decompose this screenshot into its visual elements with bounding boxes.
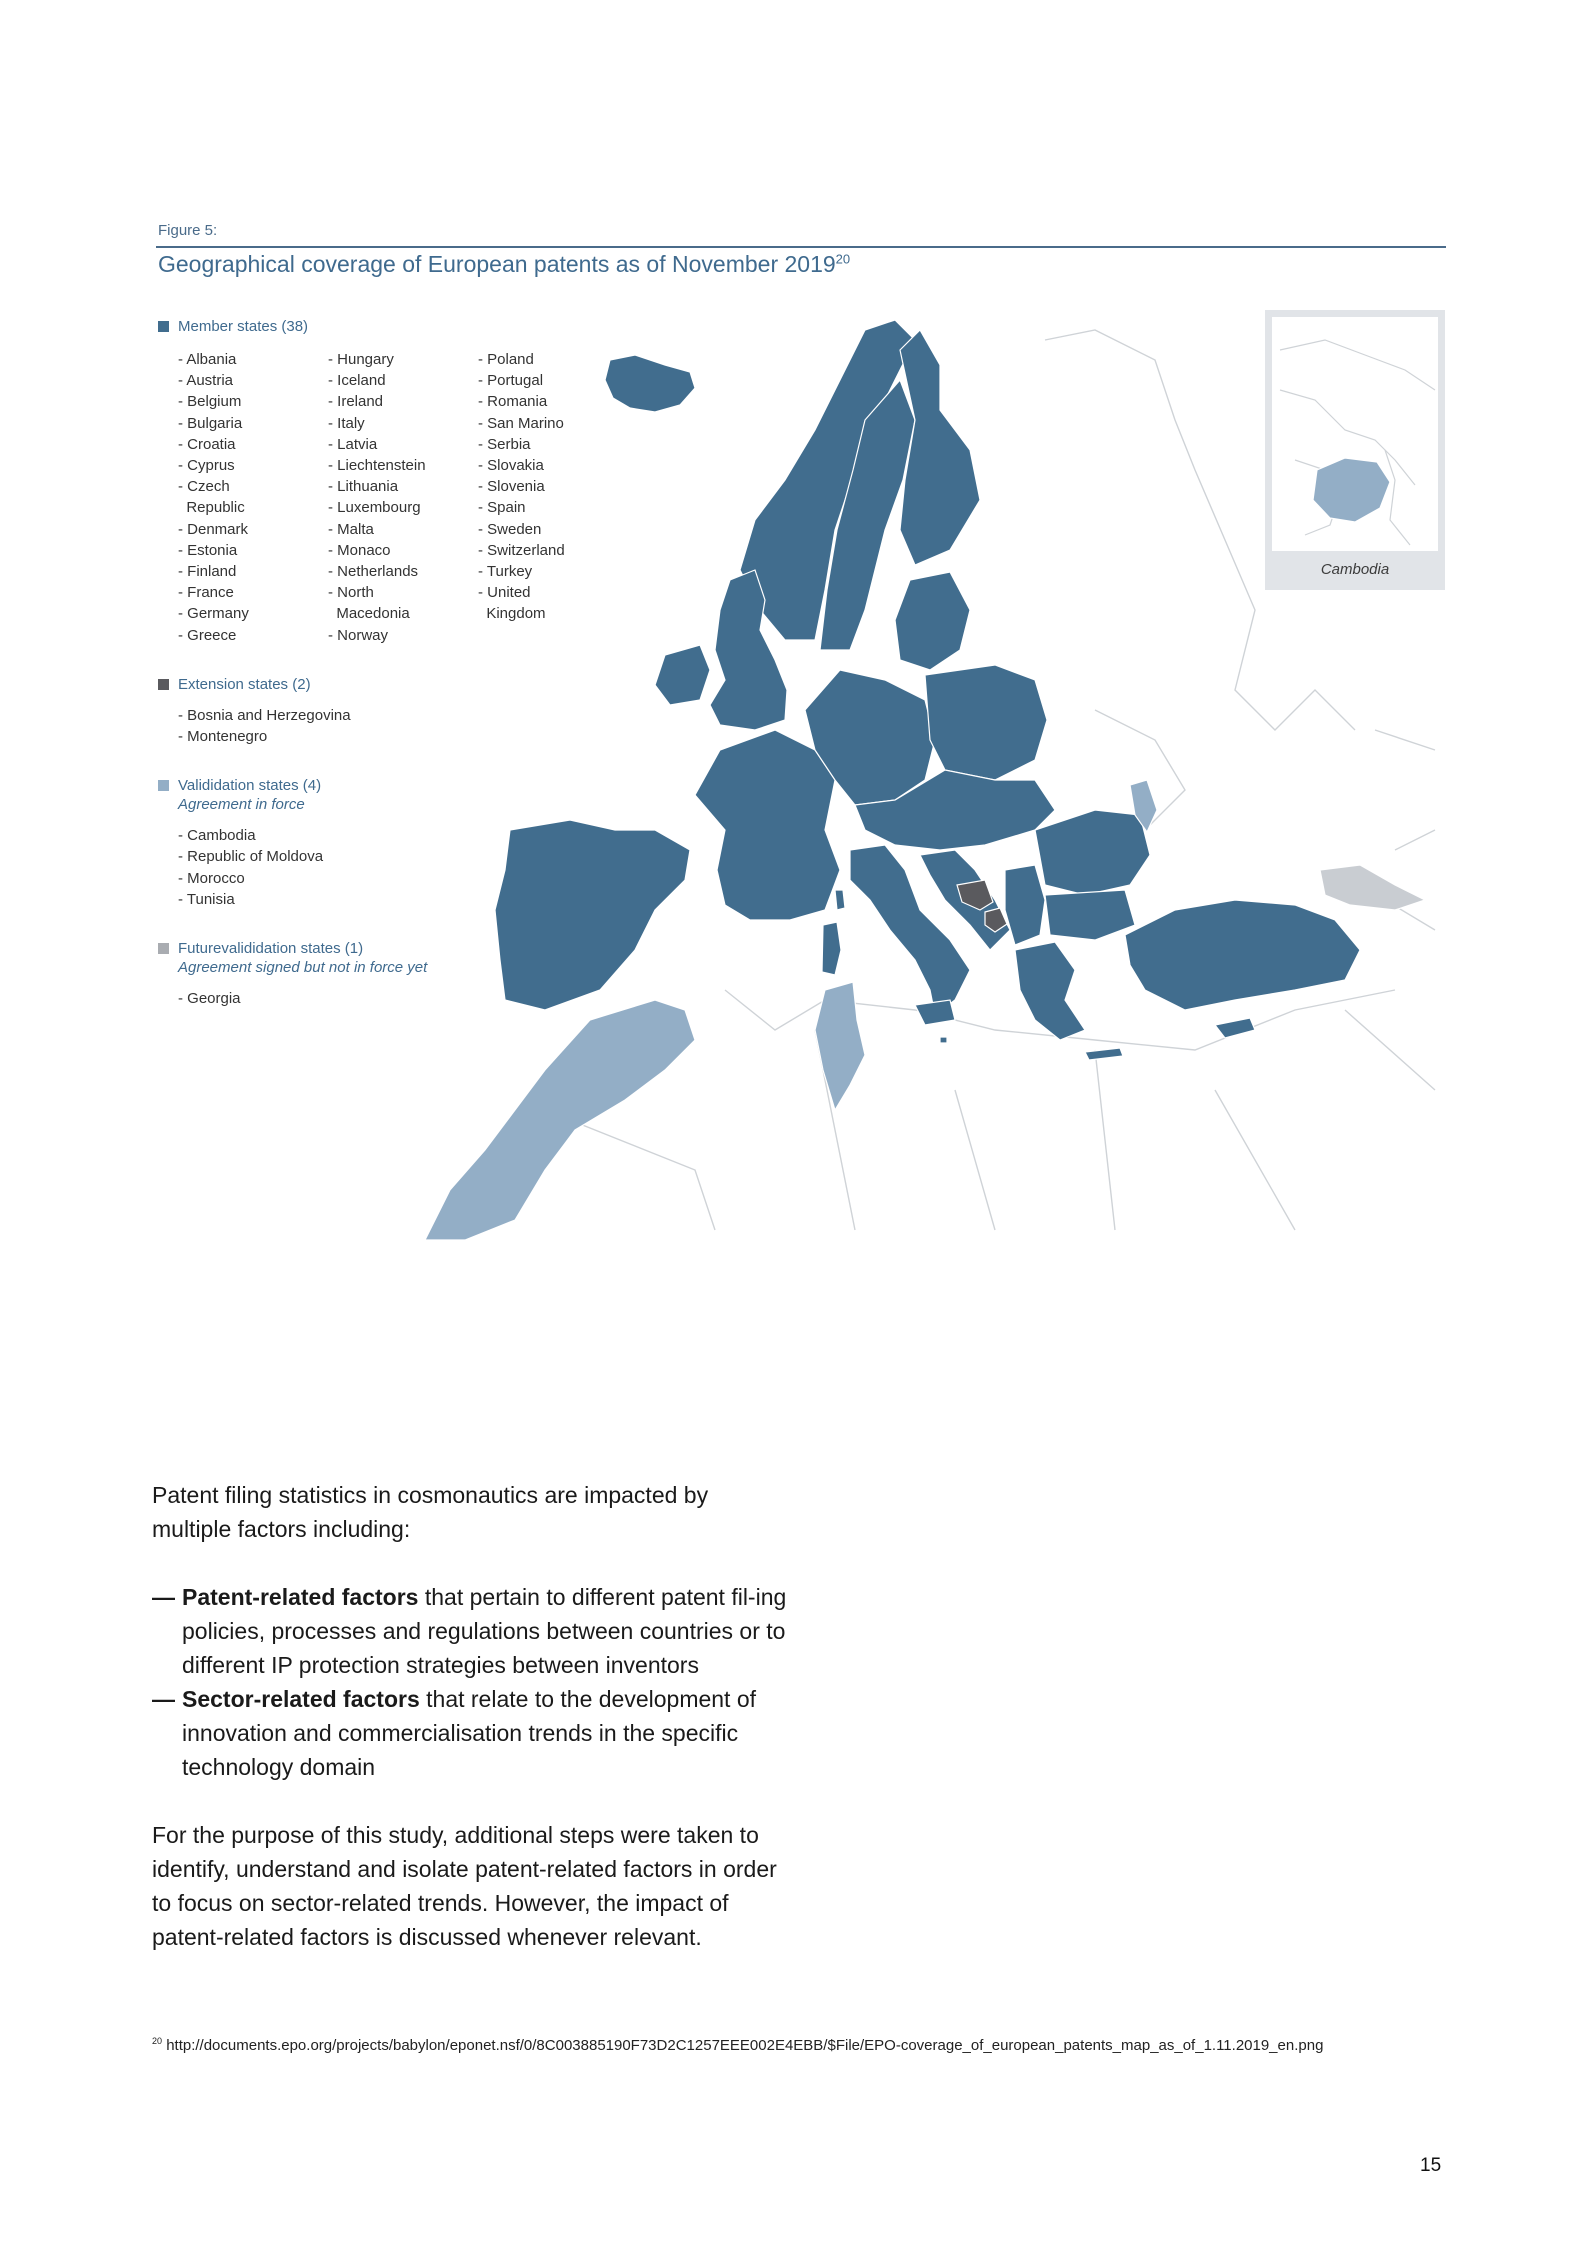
legend-list-item: - Denmark: [178, 520, 249, 538]
legend-list-item: - Poland: [478, 351, 534, 368]
bullet2-text: that relate to the development of innovation and commercialisation trends in the specific technology domain: [182, 1686, 757, 1780]
tunisia: [815, 982, 865, 1110]
legend-list-item: - Czech: [178, 478, 230, 496]
legend-member-label: Member states (38): [178, 318, 309, 335]
legend-list-item: - Spain: [478, 499, 526, 517]
legend-list-item: - Ireland: [328, 393, 384, 411]
future-swatch: [158, 943, 169, 954]
extension-swatch: [158, 679, 169, 690]
legend-list-item: - Georgia: [178, 990, 241, 1008]
cambodia-inset: [1265, 310, 1445, 590]
legend-list-item: - Iceland: [328, 372, 386, 390]
georgia: [1320, 865, 1425, 910]
legend-list-item: - Lithuania: [328, 478, 399, 496]
greece: [1015, 942, 1085, 1040]
romania: [1035, 810, 1150, 895]
page-number: 15: [1420, 2155, 1442, 2176]
legend-list-item: - Serbia: [478, 435, 531, 453]
legend-list-item: - Croatia: [178, 435, 236, 453]
member-col-1: [178, 349, 328, 646]
legend-list-item: - Netherlands: [328, 563, 419, 581]
poland: [925, 665, 1047, 780]
legend-list-item: - Germany: [178, 605, 249, 623]
footnote-ref: 20: [152, 2036, 163, 2046]
corsica: [835, 890, 845, 910]
legend-list-item: - Cambodia: [178, 827, 256, 845]
legend-list-item: Macedonia: [328, 605, 410, 623]
legend-list-item: - Montenegro: [178, 728, 268, 746]
legend-extension-label: Extension states (2): [178, 675, 311, 693]
ireland: [655, 645, 710, 705]
legend-list-item: - Switzerland: [478, 541, 565, 559]
figure-title: [158, 251, 850, 278]
legend-list-item: - Bulgaria: [178, 414, 243, 432]
figure-title-ref: 20: [835, 251, 851, 267]
legend-list-item: - Bosnia and Herzegovina: [178, 706, 351, 724]
future-states: [1320, 865, 1425, 910]
member-swatch: [158, 321, 169, 332]
legend-list-item: - Luxembourg: [328, 499, 421, 517]
legend-future-label: Futurevalididation states (1): [178, 940, 364, 958]
legend-list-item: - Latvia: [328, 435, 378, 453]
legend-validation-subtitle: Agreement in force: [178, 796, 305, 814]
legend-list-item: - Monaco: [328, 541, 391, 559]
figure-rule: [156, 246, 1446, 248]
legend-list-item: - Turkey: [478, 563, 533, 581]
legend-future-subtitle: Agreement signed but not in force yet: [178, 959, 428, 977]
bulgaria: [1045, 890, 1135, 940]
malta: [940, 1037, 947, 1043]
factor-bullets: [152, 1580, 792, 1784]
legend-list-item: - Malta: [328, 520, 374, 538]
legend-list-item: - Finland: [178, 563, 237, 581]
iberia: [495, 820, 690, 1010]
figure-title-text: Geographical coverage of European patents as of November 2019: [158, 251, 836, 277]
baltics: [895, 572, 970, 670]
footnote-url: http://documents.epo.org/projects/babylon/eponet.nsf/0/8C003885190F73D2C1257EEE002E4EBB/$File/EPO-coverage_of_european_patents_map_as_of_1.11.2019_en.png: [166, 2037, 1324, 2054]
legend-list-item: - Estonia: [178, 541, 238, 559]
legend-list-item: - Slovakia: [478, 457, 544, 475]
bullet-patent-factors: [152, 1580, 792, 1682]
conclusion-paragraph: For the purpose of this study, additional steps were taken to identify, understand and isolate patent-related factors in order to focus on sector-related trends. However, the impact of patent-related factors is discussed whenever relevant.: [152, 1822, 777, 1950]
legend-list-item: - Romania: [478, 393, 548, 411]
bullet1-bold: Patent-related factors: [182, 1584, 419, 1610]
figure-label: Figure 5:: [158, 222, 218, 239]
legend-list-item: - Liechtenstein: [328, 457, 426, 475]
sardinia: [822, 922, 841, 975]
legend-list-item: - Greece: [178, 626, 237, 644]
finland: [900, 330, 980, 565]
legend-list-item: - Cyprus: [178, 457, 235, 475]
legend-list-item: - Albania: [178, 351, 237, 368]
cyprus: [1215, 1018, 1255, 1038]
bullet2-bold: Sector-related factors: [182, 1686, 420, 1712]
legend-list-item: Republic: [178, 499, 245, 517]
legend-list-item: - United: [478, 584, 531, 602]
legend-list-item: - Belgium: [178, 393, 242, 411]
iceland: [605, 355, 695, 412]
turkey: [1125, 900, 1360, 1010]
legend-list-item: - North: [328, 584, 374, 602]
legend-list-item: - Hungary: [328, 351, 394, 368]
sicily: [915, 1000, 955, 1025]
legend-list-item: - Italy: [328, 414, 365, 432]
bullet-dash: —: [152, 1686, 175, 1712]
europe-map: [395, 310, 1445, 1250]
legend-list-item: - France: [178, 584, 234, 602]
validation-swatch: [158, 780, 169, 791]
footnote: [152, 2036, 1323, 2054]
crete: [1085, 1048, 1123, 1060]
legend-list-item: - Morocco: [178, 869, 245, 887]
legend-list-item: - Republic of Moldova: [178, 848, 324, 866]
legend-list-item: - Norway: [328, 626, 389, 644]
intro-paragraph: Patent filing statistics in cosmonautics are impacted by multiple factors including:: [152, 1482, 709, 1542]
legend-list-item: - Sweden: [478, 520, 542, 538]
member-states: [495, 320, 1360, 1060]
legend-validation-label: Valididation states (4): [178, 777, 322, 795]
inset-label: Cambodia: [1320, 561, 1390, 578]
bullet-dash: —: [152, 1584, 175, 1610]
morocco: [425, 1000, 695, 1240]
legend-list-item: - Austria: [178, 372, 234, 390]
france: [695, 730, 840, 920]
legend-list-item: Kingdom: [478, 605, 546, 623]
serbia-nmacedonia: [1005, 865, 1045, 945]
legend-list-item: - Slovenia: [478, 478, 545, 496]
legend-list-item: - Tunisia: [178, 890, 235, 908]
bullet1-text: that pertain to different patent fil-ing policies, processes and regulations between countries or to different IP protection strategies between inventors: [182, 1584, 787, 1678]
legend-list-item: - Portugal: [478, 372, 544, 390]
bullet-sector-factors: [152, 1682, 792, 1784]
legend-list-item: - San Marino: [478, 414, 564, 432]
